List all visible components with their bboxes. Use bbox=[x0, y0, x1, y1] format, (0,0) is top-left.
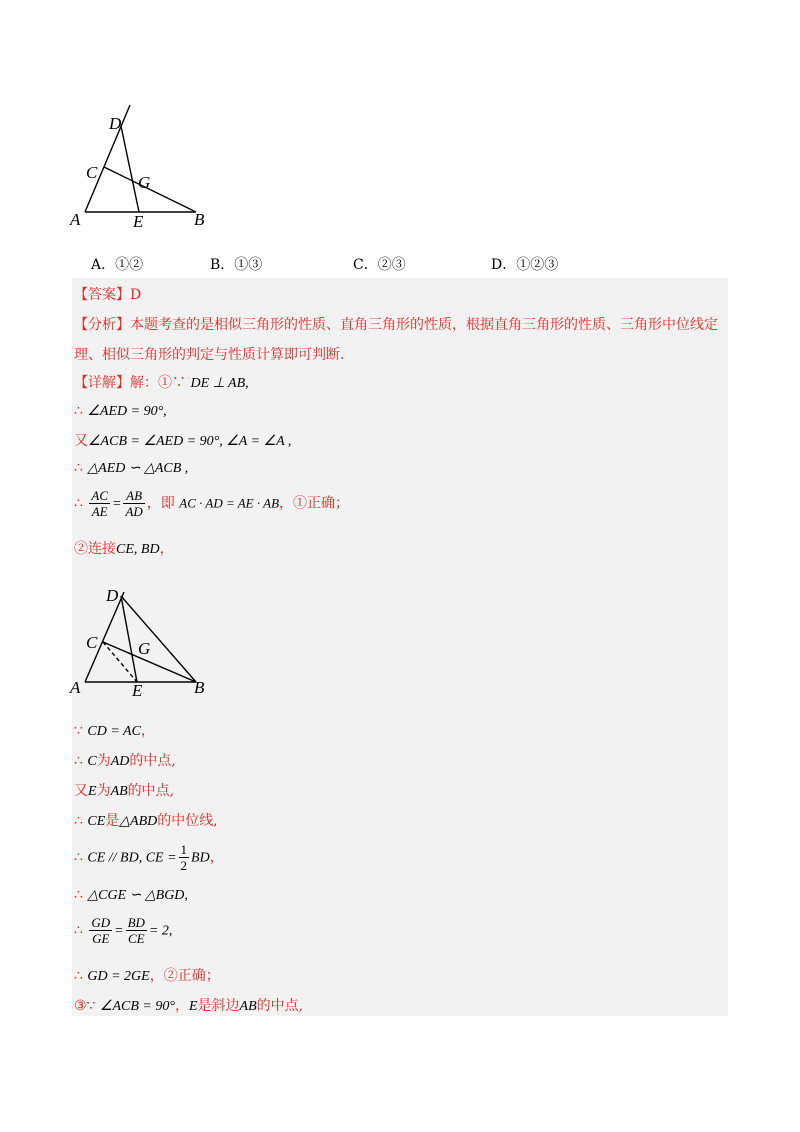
fraction-ac-ae bbox=[89, 488, 110, 519]
segment-ce-dashed bbox=[103, 642, 137, 682]
text-midpoint: 的中点, bbox=[127, 783, 175, 799]
item-three-because: ③∵ bbox=[74, 998, 96, 1014]
therefore-symbol: ∴ bbox=[74, 460, 83, 476]
math-angle-acb: ∠ACB = 90° bbox=[99, 999, 175, 1014]
detail2-line-4 bbox=[74, 810, 218, 830]
fraction-gd-ge bbox=[89, 915, 112, 946]
text-is-hypotenuse: 是斜边 bbox=[197, 998, 240, 1014]
answer-tag: 【答案】 bbox=[74, 287, 130, 303]
label-e: E bbox=[133, 212, 144, 230]
detail-line-3 bbox=[74, 430, 291, 450]
detail-intro: 解：①∵ bbox=[130, 375, 186, 391]
segment-de bbox=[121, 126, 139, 212]
analysis-tag: 【分析】 bbox=[74, 317, 130, 333]
math-angles-equal: ∠ACB = ∠AED = 90°, ∠A = ∠A , bbox=[88, 434, 292, 449]
math-bd: BD bbox=[191, 850, 210, 866]
math-product-equal: AC · AD = AE · AB bbox=[179, 495, 280, 511]
also-text: 又 bbox=[74, 783, 88, 799]
answer-value: D bbox=[130, 287, 142, 303]
text-is: 为 bbox=[96, 783, 111, 799]
math-de-perp-ab: DE ⊥ AB, bbox=[190, 376, 249, 391]
figure-1 bbox=[66, 100, 226, 230]
figure-2 bbox=[66, 580, 226, 700]
option-b[interactable]: B．①③ bbox=[210, 257, 263, 273]
detail2-line-5 bbox=[74, 842, 224, 873]
label-e: E bbox=[132, 681, 143, 700]
comma: ， bbox=[174, 998, 189, 1014]
ray-ad bbox=[85, 105, 130, 212]
therefore-symbol: ∴ bbox=[74, 849, 83, 866]
math-ce-bd: CE, BD bbox=[116, 542, 160, 557]
comma: ， bbox=[140, 723, 155, 739]
frac-den: GE bbox=[92, 931, 110, 946]
therefore-symbol: ∴ bbox=[74, 887, 83, 903]
label-c: C bbox=[86, 163, 98, 182]
text-midpoint: 的中点, bbox=[129, 753, 176, 769]
math-cd-ac: CD = AC bbox=[87, 724, 141, 739]
detail-line-2 bbox=[74, 403, 167, 420]
detail-line-6 bbox=[74, 538, 174, 558]
detail2-line-8 bbox=[74, 965, 220, 985]
frac-num: AB bbox=[123, 488, 144, 504]
label-g: G bbox=[138, 173, 151, 192]
label-a: A bbox=[70, 678, 81, 697]
detail-tag: 【详解】 bbox=[74, 375, 130, 391]
therefore-symbol: ∴ bbox=[74, 495, 83, 512]
therefore-symbol: ∴ bbox=[74, 922, 83, 939]
detail2-line-9 bbox=[74, 995, 303, 1015]
frac-num: GD bbox=[91, 915, 111, 930]
therefore-symbol: ∴ bbox=[74, 403, 83, 419]
frac-num: BD bbox=[127, 915, 145, 930]
frac-num: AC bbox=[91, 488, 108, 503]
detail2-line-2 bbox=[74, 750, 176, 770]
frac-den: 2 bbox=[180, 858, 188, 873]
therefore-symbol: ∴ bbox=[74, 753, 83, 769]
detail2-line-3 bbox=[74, 780, 174, 800]
label-c: C bbox=[86, 633, 98, 652]
option-d[interactable]: D．①②③ bbox=[491, 257, 559, 273]
label-b: B bbox=[194, 678, 205, 697]
math-angle-aed: ∠AED = 90°, bbox=[87, 404, 167, 419]
math-similar-triangles: △AED ∽ △ACB , bbox=[87, 461, 189, 476]
because-symbol: ∵ bbox=[74, 723, 83, 739]
detail2-line-7: ∴ $\frac{GD}{GE}$ = $\frac{BD}{CE}$ = 2, bbox=[74, 915, 173, 946]
label-g: G bbox=[138, 639, 151, 658]
frac-den: CE bbox=[127, 931, 145, 946]
label-a: A bbox=[70, 210, 81, 229]
equals-sign: = bbox=[112, 496, 122, 512]
detail-line-1 bbox=[74, 372, 249, 392]
text-is: 是 bbox=[105, 813, 120, 829]
math-e: E bbox=[188, 999, 198, 1014]
conclusion-1: ，①正确； bbox=[279, 495, 350, 512]
math-gd-2ge: GD = 2GE bbox=[87, 969, 150, 984]
analysis-line-2 bbox=[74, 344, 344, 364]
label-d: D bbox=[109, 114, 122, 133]
label-b: B bbox=[194, 210, 205, 229]
analysis-line-1 bbox=[74, 314, 718, 334]
math-e: E bbox=[88, 784, 97, 799]
math-c: C bbox=[87, 754, 97, 769]
option-c[interactable]: C．②③ bbox=[353, 257, 406, 273]
math-ce: CE bbox=[87, 814, 106, 829]
text-midline: 的中位线, bbox=[157, 813, 218, 829]
math-triangle-abd: △ABD bbox=[119, 814, 158, 829]
math-ad: AD bbox=[110, 754, 130, 769]
fraction-ab-ad bbox=[123, 488, 144, 519]
detail2-line-1 bbox=[74, 720, 155, 740]
frac-den: AD bbox=[125, 504, 143, 519]
namely-text: ，即 bbox=[146, 495, 175, 512]
also-text: 又 bbox=[74, 433, 88, 449]
fraction-one-half bbox=[179, 842, 190, 873]
connect-text: ②连接 bbox=[74, 541, 116, 557]
frac-num: 1 bbox=[180, 842, 188, 857]
therefore-symbol: ∴ bbox=[74, 968, 83, 984]
answer-line bbox=[74, 284, 141, 304]
analysis-text-1: 本题考查的是相似三角形的性质、直角三角形的性质，根据直角三角形的性质、三角形中位线定 bbox=[130, 317, 718, 333]
math-similar-cge-bgd: △CGE ∽ △BGD, bbox=[87, 888, 188, 903]
math-equals-two: = 2, bbox=[148, 923, 173, 939]
frac-den: AE bbox=[91, 504, 108, 519]
math-ce-parallel-bd: CE // BD, CE = bbox=[87, 850, 177, 866]
label-d: D bbox=[106, 586, 119, 605]
conclusion-2: ，②正确； bbox=[149, 968, 220, 984]
segment-db bbox=[121, 596, 196, 682]
text-midpoint: 的中点, bbox=[256, 998, 304, 1014]
math-ab: AB bbox=[110, 784, 128, 799]
detail-line-4 bbox=[74, 460, 188, 477]
detail2-line-6 bbox=[74, 887, 188, 904]
text-is: 为 bbox=[96, 753, 111, 769]
segment-de bbox=[121, 596, 137, 682]
fraction-bd-ce bbox=[126, 915, 147, 946]
comma: ， bbox=[209, 849, 224, 866]
math-ab: AB bbox=[239, 999, 257, 1014]
analysis-text-2: 理、相似三角形的判定与性质计算即可判断. bbox=[74, 347, 345, 363]
comma: ， bbox=[159, 541, 174, 557]
therefore-symbol: ∴ bbox=[74, 813, 83, 829]
option-a[interactable]: A．①② bbox=[91, 257, 144, 273]
detail-line-5 bbox=[74, 488, 349, 519]
